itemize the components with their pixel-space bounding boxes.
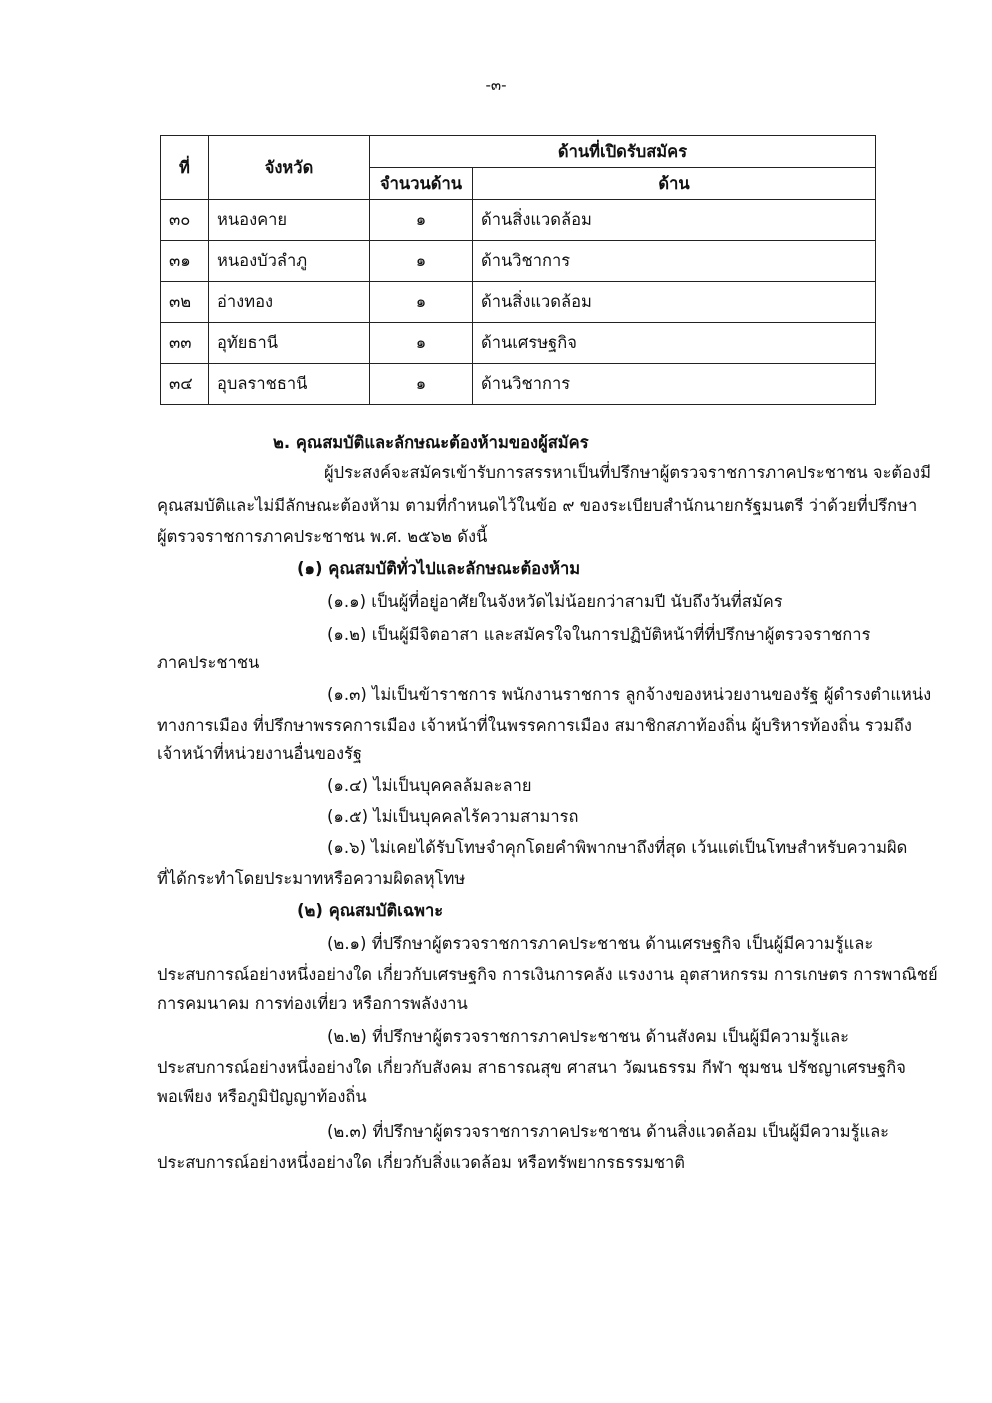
subsection-specific: (๒) คุณสมบัติเฉพาะ	[297, 901, 444, 920]
item-2-1-line-3: การคมนาคม การท่องเที่ยว หรือการพลังงาน	[157, 994, 468, 1013]
table-row	[161, 323, 876, 364]
cell-field: ด้านวิชาการ	[473, 364, 876, 405]
item-1-3-line-2: ทางการเมือง ที่ปรึกษาพรรคการเมือง เจ้าหน้าที่ในพรรคการเมือง สมาชิกสภาท้องถิ่น ผู้บริหารท้องถิ่น รวมถึง	[157, 716, 912, 735]
header-no: ที่	[161, 136, 209, 200]
item-2-3-line-2: ประสบการณ์อย่างหนึ่งอย่างใด เกี่ยวกับสิ่งแวดล้อม หรือทรัพยากรธรรมชาติ	[157, 1153, 686, 1172]
cell-province: อุบลราชธานี	[209, 364, 370, 405]
table-header-row	[161, 136, 876, 168]
cell-count: ๑	[370, 241, 473, 282]
cell-no: ๓๔	[161, 364, 209, 405]
cell-count: ๑	[370, 364, 473, 405]
cell-no: ๓๑	[161, 241, 209, 282]
cell-field: ด้านเศรษฐกิจ	[473, 323, 876, 364]
item-1-1: (๑.๑) เป็นผู้ที่อยู่อาศัยในจังหวัดไม่น้อยกว่าสามปี นับถึงวันที่สมัคร	[327, 592, 783, 611]
subsection-general: (๑) คุณสมบัติทั่วไปและลักษณะต้องห้าม	[297, 559, 581, 578]
header-count: จำนวนด้าน	[370, 168, 473, 200]
item-2-2-line-3: พอเพียง หรือภูมิปัญญาท้องถิ่น	[157, 1087, 367, 1106]
cell-field: ด้านวิชาการ	[473, 241, 876, 282]
cell-no: ๓๒	[161, 282, 209, 323]
item-2-2-line-1: (๒.๒) ที่ปรึกษาผู้ตรวจราชการภาคประชาชน ด้านสังคม เป็นผู้มีความรู้และ	[327, 1027, 850, 1046]
item-1-5: (๑.๕) ไม่เป็นบุคคลไร้ความสามารถ	[327, 807, 579, 826]
item-2-3-line-1: (๒.๓) ที่ปรึกษาผู้ตรวจราชการภาคประชาชน ด้านสิ่งแวดล้อม เป็นผู้มีความรู้และ	[327, 1122, 890, 1141]
intro-line-2: คุณสมบัติและไม่มีลักษณะต้องห้าม ตามที่กำหนดไว้ในข้อ ๙ ของระเบียบสำนักนายกรัฐมนตรี ว่าด้วยที่ปรึกษา	[157, 496, 918, 515]
cell-no: ๓๐	[161, 200, 209, 241]
cell-province: หนองคาย	[209, 200, 370, 241]
page-number: -๓-	[485, 76, 507, 94]
item-1-6-line-1: (๑.๖) ไม่เคยได้รับโทษจำคุกโดยคำพิพากษาถึงที่สุด เว้นแต่เป็นโทษสำหรับความผิด	[327, 838, 908, 857]
item-1-4: (๑.๔) ไม่เป็นบุคคลล้มละลาย	[327, 776, 532, 795]
cell-field: ด้านสิ่งแวดล้อม	[473, 200, 876, 241]
cell-field: ด้านสิ่งแวดล้อม	[473, 282, 876, 323]
item-1-2-line-1: (๑.๒) เป็นผู้มีจิตอาสา และสมัครใจในการปฏิบัติหน้าที่ที่ปรึกษาผู้ตรวจราชการ	[327, 625, 871, 644]
item-2-1-line-1: (๒.๑) ที่ปรึกษาผู้ตรวจราชการภาคประชาชน ด้านเศรษฐกิจ เป็นผู้มีความรู้และ	[327, 934, 874, 953]
cell-province: หนองบัวลำภู	[209, 241, 370, 282]
header-open-fields: ด้านที่เปิดรับสมัคร	[370, 136, 876, 168]
table-row	[161, 241, 876, 282]
cell-count: ๑	[370, 282, 473, 323]
intro-line-3: ผู้ตรวจราชการภาคประชาชน พ.ศ. ๒๕๖๒ ดังนี้	[157, 527, 488, 546]
intro-line-1: ผู้ประสงค์จะสมัครเข้ารับการสรรหาเป็นที่ปรึกษาผู้ตรวจราชการภาคประชาชน จะต้องมี	[324, 463, 931, 482]
item-2-2-line-2: ประสบการณ์อย่างหนึ่งอย่างใด เกี่ยวกับสังคม สาธารณสุข ศาสนา วัฒนธรรม กีฬา ชุมชน ปรัชญาเศรษฐกิจ	[157, 1058, 906, 1077]
section-heading: ๒. คุณสมบัติและลักษณะต้องห้ามของผู้สมัคร	[273, 433, 589, 452]
table-row	[161, 200, 876, 241]
item-1-3-line-1: (๑.๓) ไม่เป็นข้าราชการ พนักงานราชการ ลูกจ้างของหน่วยงานของรัฐ ผู้ดำรงตำแหน่ง	[327, 685, 932, 704]
header-province: จังหวัด	[209, 136, 370, 200]
cell-count: ๑	[370, 323, 473, 364]
cell-no: ๓๓	[161, 323, 209, 364]
item-1-2-line-2: ภาคประชาชน	[157, 653, 260, 672]
table-row	[161, 282, 876, 323]
table-row	[161, 364, 876, 405]
item-1-6-line-2: ที่ได้กระทำโดยประมาทหรือความผิดลหุโทษ	[157, 869, 466, 888]
item-1-3-line-3: เจ้าหน้าที่หน่วยงานอื่นของรัฐ	[157, 744, 362, 763]
province-table	[160, 135, 876, 405]
item-2-1-line-2: ประสบการณ์อย่างหนึ่งอย่างใด เกี่ยวกับเศรษฐกิจ การเงินการคลัง แรงงาน อุตสาหกรรม การเกษตร การพาณิชย์	[157, 965, 938, 984]
cell-province: อุทัยธานี	[209, 323, 370, 364]
cell-province: อ่างทอง	[209, 282, 370, 323]
cell-count: ๑	[370, 200, 473, 241]
header-field: ด้าน	[473, 168, 876, 200]
